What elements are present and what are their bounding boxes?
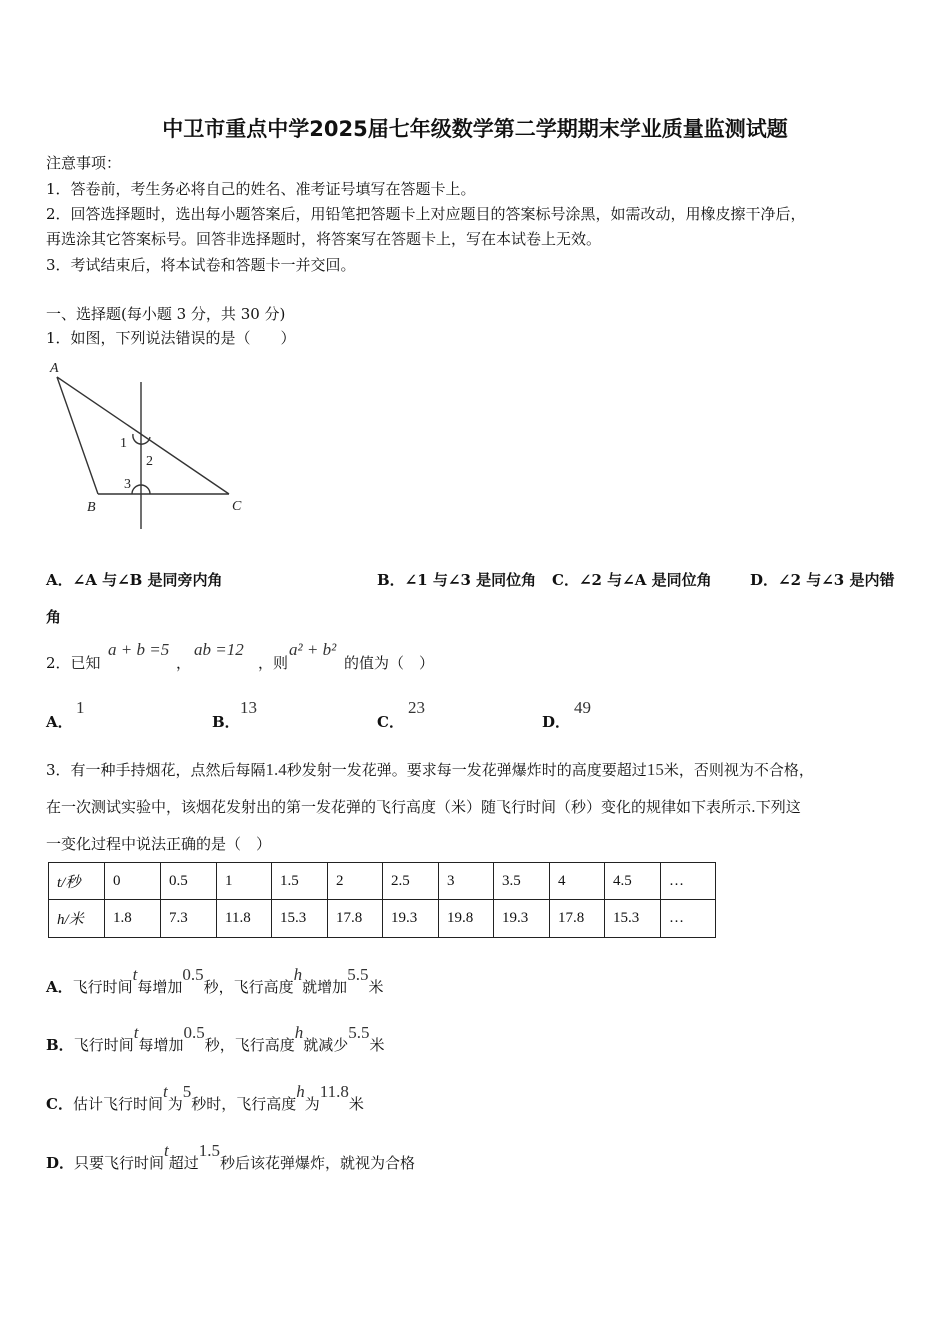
table-cell: 2 [328,863,383,900]
label-angle-2: 2 [146,454,153,469]
label-b: B [87,500,96,515]
notice-item-3: 3．考试结束后，将本试卷和答题卡一并交回。 [46,256,356,274]
q1-triangle-figure [40,355,260,535]
page-title: 中卫市重点中学2025届七年级数学第二学期期末学业质量监测试题 [162,117,788,141]
table-cell: … [661,863,716,900]
table-cell: t/秒 [49,863,105,900]
q2-option-b-label: B． [212,713,240,731]
table-cell: 1 [217,863,272,900]
q1-option-c: C．∠2 与∠A 是同位角 [552,571,712,589]
label-angle-3: 3 [124,477,131,492]
q3-option-d: D．只要飞行时间t超过1.5秒后该花弹爆炸，就视为合格 [46,1141,416,1172]
table-cell: 3 [439,863,494,900]
table-cell: 17.8 [550,900,605,938]
q3-option-a: A．飞行时间t每增加0.5秒，飞行高度h就增加5.5米 [46,965,384,996]
table-cell: 1.5 [272,863,328,900]
q2-option-c-label: C． [377,713,404,731]
q3-line-2: 在一次测试实验中，该烟花发射出的第一发花弹的飞行高度（米）随飞行时间（秒）变化的规律如下表所示.下列这 [46,798,801,816]
q3-option-c: C．估计飞行时间t为5秒时，飞行高度h为11.8米 [46,1082,364,1113]
q1-option-d-cont: 角 [46,608,62,626]
section-heading: 一、选择题(每小题 3 分，共 30 分) [46,305,286,323]
table-cell: 11.8 [217,900,272,938]
side-ac [57,377,229,494]
side-ab [57,377,98,494]
table-row-time [49,863,716,900]
q2-expr-product: ab =12 [194,640,244,659]
label-a: A [50,361,59,376]
table-cell: 1.8 [105,900,161,938]
q2-text-3: 的值为（ ） [344,654,435,672]
q1-option-b: B．∠1 与∠3 是同位角 [377,571,537,589]
label-angle-1: 1 [120,436,127,451]
q2-expr-sum: a + b =5 [108,640,170,659]
q3-line-1: 3．有一种手持烟花，点然后每隔1.4秒发射一发花弹。要求每一发花弹爆炸时的高度要超过15米，否则视为不合格， [46,760,814,779]
table-cell: 3.5 [494,863,550,900]
table-cell: 19.8 [439,900,494,938]
label-c: C [232,499,242,514]
table-cell: 19.3 [383,900,439,938]
table-cell: 15.3 [272,900,328,938]
q2-sep: ， [176,654,192,672]
notice-item-2: 2．回答选择题时，选出每小题答案后，用铅笔把答题卡上对应题目的答案标号涂黑，如需改动，用橡皮擦干净后， [46,205,806,223]
q2-text-2: ，则 [258,654,289,672]
q1-option-d: D．∠2 与∠3 是内错 [750,571,895,589]
q3-line-3: 一变化过程中说法正确的是（ ） [46,835,272,853]
q3-data-table [48,862,716,938]
table-cell: 4 [550,863,605,900]
q3-option-b: B．飞行时间t每增加0.5秒，飞行高度h就减少5.5米 [46,1023,385,1054]
q2-option-b-value: 13 [240,698,257,717]
table-cell: … [661,900,716,938]
table-cell: 7.3 [161,900,217,938]
notice-item-2-cont: 再选涂其它答案标号。回答非选择题时，将答案写在答题卡上，写在本试卷上无效。 [46,230,602,248]
table-row-height [49,900,716,938]
notice-heading: 注意事项： [46,154,122,172]
table-cell: 0 [105,863,161,900]
table-cell: 2.5 [383,863,439,900]
q2-option-d-value: 49 [574,698,591,717]
q2-option-c-value: 23 [408,698,425,717]
q2-option-d-label: D． [542,713,571,731]
q1-option-a: A．∠A 与∠B 是同旁内角 [46,571,223,589]
notice-item-1: 1．答卷前，考生务必将自己的姓名、准考证号填写在答题卡上。 [46,180,476,198]
table-cell: h/米 [49,900,105,938]
table-cell: 0.5 [161,863,217,900]
q2-expr-squares: a² + b² [289,640,337,659]
q2-option-a-label: A． [46,713,73,731]
table-cell: 4.5 [605,863,661,900]
q2-text-1: 2．已知 [46,654,101,672]
q1-stem: 1．如图，下列说法错误的是（ ） [46,329,296,347]
q2-option-a-value: 1 [76,698,85,717]
table-cell: 17.8 [328,900,383,938]
table-cell: 15.3 [605,900,661,938]
table-cell: 19.3 [494,900,550,938]
